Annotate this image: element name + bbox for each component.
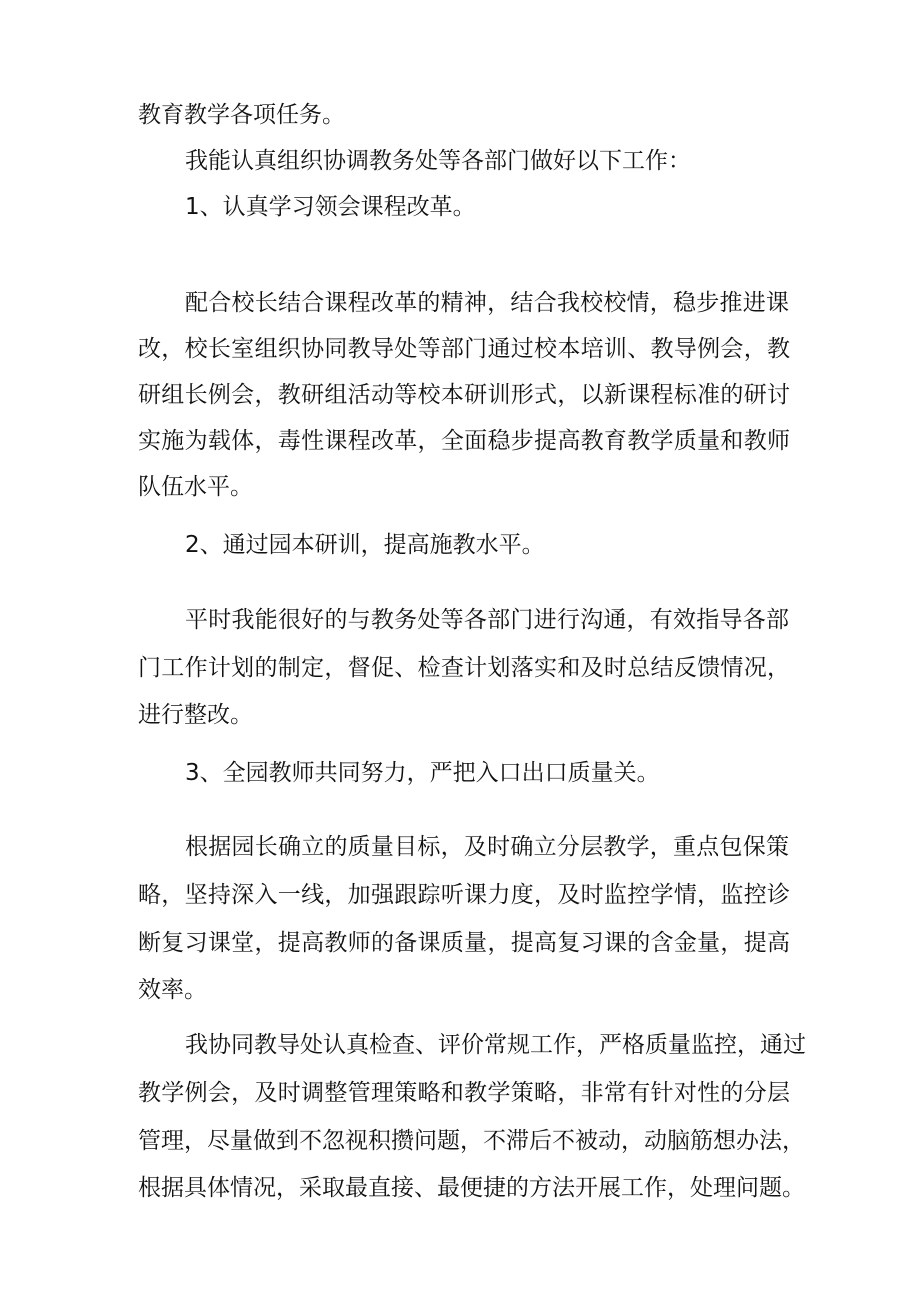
text-line: 管理，尽量做到不忽视积攒问题，不滞后不被动，动脑筋想办法， bbox=[138, 1128, 805, 1154]
section-heading: 3、全园教师共同努力，严把入口出口质量关。 bbox=[185, 760, 660, 786]
text-line: 效率。 bbox=[138, 977, 207, 1003]
text-line: 门工作计划的制定，督促、检查计划落实和及时总结反馈情况， bbox=[138, 655, 790, 681]
text-line: 改，校长室组织协同教导处等部门通过校本培训、教导例会，教 bbox=[138, 336, 790, 362]
section-heading: 2、通过园本研训，提高施教水平。 bbox=[185, 532, 545, 558]
text-line: 断复习课堂，提高教师的备课质量，提高复习课的含金量，提高 bbox=[138, 930, 790, 956]
text-line: 平时我能很好的与教务处等各部门进行沟通，有效指导各部 bbox=[185, 607, 789, 633]
text-line: 教学例会，及时调整管理策略和教学策略，非常有针对性的分层 bbox=[138, 1080, 790, 1106]
text-line: 实施为载体，毒性课程改革，全面稳步提高教育教学质量和教师 bbox=[138, 428, 790, 454]
text-line: 教育教学各项任务。 bbox=[138, 102, 345, 128]
text-line: 研组长例会，教研组活动等校本研训形式，以新课程标准的研讨 bbox=[138, 382, 790, 408]
text-line: 略，坚持深入一线，加强跟踪听课力度，及时监控学情，监控诊 bbox=[138, 882, 790, 908]
text-line: 我能认真组织协调教务处等各部门做好以下工作： bbox=[185, 148, 691, 174]
text-line: 根据具体情况，采取最直接、最便捷的方法开展工作，处理问题。 bbox=[138, 1175, 805, 1201]
text-line: 配合校长结合课程改革的精神，结合我校校情，稳步推进课 bbox=[185, 290, 789, 316]
text-line: 进行整改。 bbox=[138, 702, 253, 728]
text-line: 我协同教导处认真检查、评价常规工作，严格质量监控，通过 bbox=[185, 1032, 806, 1058]
text-line: 队伍水平。 bbox=[138, 474, 253, 500]
text-line: 根据园长确立的质量目标，及时确立分层教学，重点包保策 bbox=[185, 834, 789, 860]
section-heading: 1、认真学习领会课程改革。 bbox=[185, 194, 476, 220]
